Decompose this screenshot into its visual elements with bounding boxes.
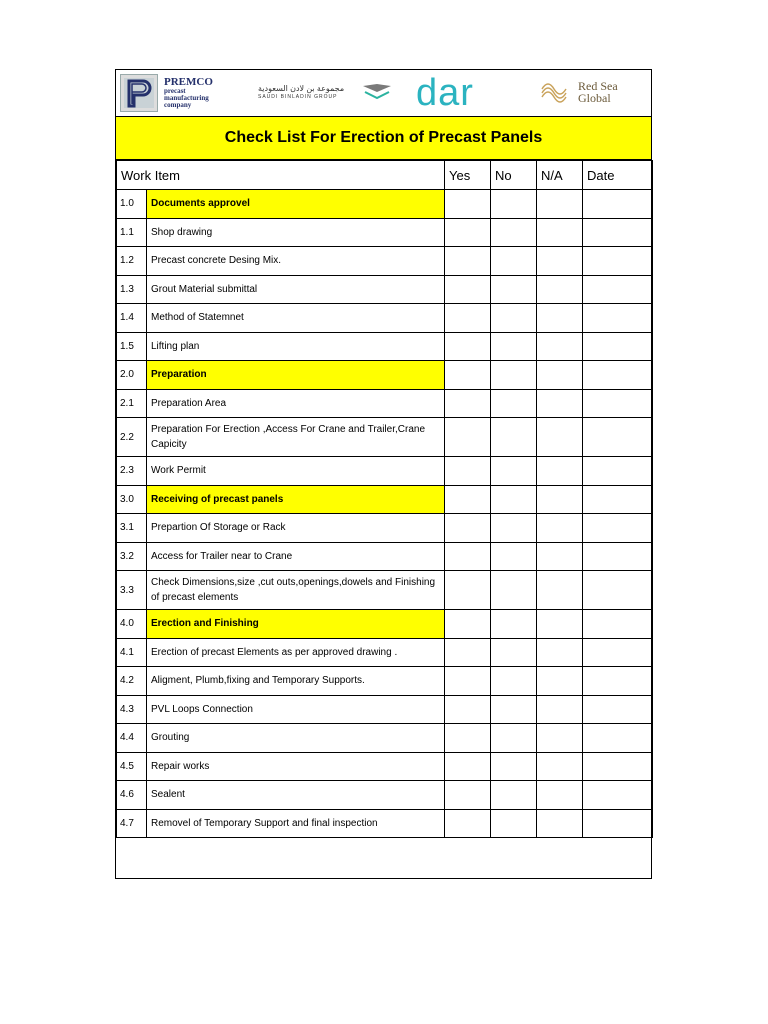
yes-cell[interactable] — [445, 667, 491, 696]
date-cell[interactable] — [583, 247, 653, 276]
date-cell[interactable] — [583, 752, 653, 781]
col-header-date: Date — [583, 161, 653, 190]
red-sea-logo-icon — [538, 78, 570, 108]
page-title: Check List For Erection of Precast Panels — [116, 116, 651, 160]
date-cell[interactable] — [583, 275, 653, 304]
date-cell[interactable] — [583, 781, 653, 810]
yes-cell[interactable] — [445, 781, 491, 810]
premco-sub-3: company — [164, 101, 192, 109]
table-row — [117, 571, 653, 610]
no-cell[interactable] — [491, 485, 537, 514]
header-row — [117, 161, 653, 190]
na-cell[interactable] — [537, 418, 583, 457]
yes-cell[interactable] — [445, 457, 491, 486]
work-item-text: Grouting — [147, 724, 445, 753]
yes-cell[interactable] — [445, 695, 491, 724]
na-cell[interactable] — [537, 695, 583, 724]
date-cell[interactable] — [583, 695, 653, 724]
item-number: 4.7 — [117, 809, 147, 838]
work-item-text: Precast concrete Desing Mix. — [147, 247, 445, 276]
yes-cell[interactable] — [445, 724, 491, 753]
checklist-sheet — [115, 69, 652, 879]
yes-cell[interactable] — [445, 571, 491, 610]
dar-logo: dar — [416, 72, 474, 114]
na-cell[interactable] — [537, 457, 583, 486]
work-item-text: Erection of precast Elements as per approved drawing . — [147, 638, 445, 667]
no-cell[interactable] — [491, 638, 537, 667]
table-row — [117, 247, 653, 276]
item-number: 1.1 — [117, 218, 147, 247]
work-item-text: Access for Trailer near to Crane — [147, 542, 445, 571]
date-cell[interactable] — [583, 610, 653, 639]
na-cell[interactable] — [537, 485, 583, 514]
item-number: 4.3 — [117, 695, 147, 724]
yes-cell[interactable] — [445, 190, 491, 219]
work-item-text: Aligment, Plumb,fixing and Temporary Supports. — [147, 667, 445, 696]
na-cell[interactable] — [537, 638, 583, 667]
sbg-arabic: مجموعة بن لادن السعودية — [258, 84, 345, 93]
table-row — [117, 542, 653, 571]
premco-name: PREMCO — [164, 76, 213, 88]
no-cell[interactable] — [491, 190, 537, 219]
no-cell[interactable] — [491, 418, 537, 457]
date-cell[interactable] — [583, 514, 653, 543]
work-item-text: Sealent — [147, 781, 445, 810]
yes-cell[interactable] — [445, 485, 491, 514]
na-cell[interactable] — [537, 610, 583, 639]
work-item-text: PVL Loops Connection — [147, 695, 445, 724]
table-row — [117, 457, 653, 486]
section-row — [117, 485, 653, 514]
date-cell[interactable] — [583, 361, 653, 390]
sbg-logo-icon — [361, 82, 393, 102]
no-cell[interactable] — [491, 514, 537, 543]
yes-cell[interactable] — [445, 361, 491, 390]
item-number: 1.3 — [117, 275, 147, 304]
item-number: 2.1 — [117, 389, 147, 418]
yes-cell[interactable] — [445, 638, 491, 667]
col-header-work-item: Work Item — [117, 161, 445, 190]
section-row — [117, 190, 653, 219]
item-number: 1.0 — [117, 190, 147, 219]
table-row — [117, 304, 653, 333]
col-header-na: N/A — [537, 161, 583, 190]
no-cell[interactable] — [491, 389, 537, 418]
na-cell[interactable] — [537, 809, 583, 838]
na-cell[interactable] — [537, 781, 583, 810]
date-cell[interactable] — [583, 571, 653, 610]
red-sea-line1: Red Sea — [578, 79, 618, 93]
table-row — [117, 218, 653, 247]
work-item-text: Lifting plan — [147, 332, 445, 361]
section-row — [117, 610, 653, 639]
na-cell[interactable] — [537, 361, 583, 390]
section-title: Preparation — [147, 361, 445, 390]
yes-cell[interactable] — [445, 304, 491, 333]
table-row — [117, 275, 653, 304]
na-cell[interactable] — [537, 218, 583, 247]
no-cell[interactable] — [491, 610, 537, 639]
no-cell[interactable] — [491, 542, 537, 571]
table-row — [117, 332, 653, 361]
red-sea-line2: Global — [578, 91, 611, 105]
item-number: 1.2 — [117, 247, 147, 276]
date-cell[interactable] — [583, 809, 653, 838]
yes-cell[interactable] — [445, 332, 491, 361]
na-cell[interactable] — [537, 304, 583, 333]
premco-logo-icon — [120, 74, 158, 112]
no-cell[interactable] — [491, 752, 537, 781]
col-header-yes: Yes — [445, 161, 491, 190]
section-title: Documents approvel — [147, 190, 445, 219]
no-cell[interactable] — [491, 695, 537, 724]
premco-sub-2: manufacturing — [164, 94, 209, 102]
no-cell[interactable] — [491, 304, 537, 333]
work-item-text: Preparation Area — [147, 389, 445, 418]
table-row — [117, 781, 653, 810]
item-number: 3.0 — [117, 485, 147, 514]
work-item-text: Removel of Temporary Support and final inspection — [147, 809, 445, 838]
table-row — [117, 695, 653, 724]
work-item-text: Method of Statemnet — [147, 304, 445, 333]
work-item-text: Grout Material submittal — [147, 275, 445, 304]
work-item-text: Prepartion Of Storage or Rack — [147, 514, 445, 543]
no-cell[interactable] — [491, 457, 537, 486]
yes-cell[interactable] — [445, 752, 491, 781]
work-item-text: Check Dimensions,size ,cut outs,openings,dowels and Finishing of precast elements — [147, 571, 445, 610]
table-row — [117, 418, 653, 457]
table-row — [117, 724, 653, 753]
item-number: 3.1 — [117, 514, 147, 543]
na-cell[interactable] — [537, 332, 583, 361]
section-title: Receiving of precast panels — [147, 485, 445, 514]
table-row — [117, 752, 653, 781]
date-cell[interactable] — [583, 638, 653, 667]
no-cell[interactable] — [491, 781, 537, 810]
logo-header — [116, 70, 651, 116]
no-cell[interactable] — [491, 275, 537, 304]
date-cell[interactable] — [583, 218, 653, 247]
sbg-english: SAUDI BINLADIN GROUP — [258, 94, 338, 100]
item-number: 4.6 — [117, 781, 147, 810]
item-number: 4.5 — [117, 752, 147, 781]
item-number: 2.3 — [117, 457, 147, 486]
remarks-row — [117, 838, 653, 880]
item-number: 4.4 — [117, 724, 147, 753]
date-cell[interactable] — [583, 457, 653, 486]
table-row — [117, 667, 653, 696]
work-item-text: Work Permit — [147, 457, 445, 486]
col-header-no: No — [491, 161, 537, 190]
work-item-text: Shop drawing — [147, 218, 445, 247]
no-cell[interactable] — [491, 724, 537, 753]
date-cell[interactable] — [583, 332, 653, 361]
na-cell[interactable] — [537, 247, 583, 276]
yes-cell[interactable] — [445, 247, 491, 276]
table-row — [117, 514, 653, 543]
no-cell[interactable] — [491, 247, 537, 276]
na-cell[interactable] — [537, 667, 583, 696]
checklist-table — [116, 160, 653, 880]
table-row — [117, 638, 653, 667]
item-number: 3.2 — [117, 542, 147, 571]
no-cell[interactable] — [491, 809, 537, 838]
item-number: 1.5 — [117, 332, 147, 361]
na-cell[interactable] — [537, 724, 583, 753]
yes-cell[interactable] — [445, 275, 491, 304]
table-row — [117, 809, 653, 838]
na-cell[interactable] — [537, 190, 583, 219]
yes-cell[interactable] — [445, 809, 491, 838]
date-cell[interactable] — [583, 542, 653, 571]
section-row — [117, 361, 653, 390]
yes-cell[interactable] — [445, 389, 491, 418]
na-cell[interactable] — [537, 275, 583, 304]
premco-sub-1: precast — [164, 87, 186, 95]
date-cell[interactable] — [583, 418, 653, 457]
yes-cell[interactable] — [445, 418, 491, 457]
na-cell[interactable] — [537, 514, 583, 543]
no-cell[interactable] — [491, 218, 537, 247]
table-row — [117, 389, 653, 418]
work-item-text: Repair works — [147, 752, 445, 781]
item-number: 2.0 — [117, 361, 147, 390]
item-number: 2.2 — [117, 418, 147, 457]
section-title: Erection and Finishing — [147, 610, 445, 639]
item-number: 4.0 — [117, 610, 147, 639]
date-cell[interactable] — [583, 485, 653, 514]
no-cell[interactable] — [491, 332, 537, 361]
sbg-wordmark — [258, 84, 344, 102]
remarks-cell[interactable] — [117, 838, 653, 880]
na-cell[interactable] — [537, 752, 583, 781]
no-cell[interactable] — [491, 571, 537, 610]
premco-wordmark — [164, 76, 213, 109]
yes-cell[interactable] — [445, 218, 491, 247]
item-number: 4.1 — [117, 638, 147, 667]
na-cell[interactable] — [537, 571, 583, 610]
item-number: 1.4 — [117, 304, 147, 333]
date-cell[interactable] — [583, 304, 653, 333]
date-cell[interactable] — [583, 190, 653, 219]
no-cell[interactable] — [491, 361, 537, 390]
work-item-text: Preparation For Erection ,Access For Crane and Trailer,Crane Capicity — [147, 418, 445, 457]
item-number: 3.3 — [117, 571, 147, 610]
red-sea-wordmark — [578, 80, 618, 104]
yes-cell[interactable] — [445, 610, 491, 639]
date-cell[interactable] — [583, 389, 653, 418]
item-number: 4.2 — [117, 667, 147, 696]
no-cell[interactable] — [491, 667, 537, 696]
na-cell[interactable] — [537, 389, 583, 418]
yes-cell[interactable] — [445, 542, 491, 571]
date-cell[interactable] — [583, 724, 653, 753]
date-cell[interactable] — [583, 667, 653, 696]
na-cell[interactable] — [537, 542, 583, 571]
yes-cell[interactable] — [445, 514, 491, 543]
